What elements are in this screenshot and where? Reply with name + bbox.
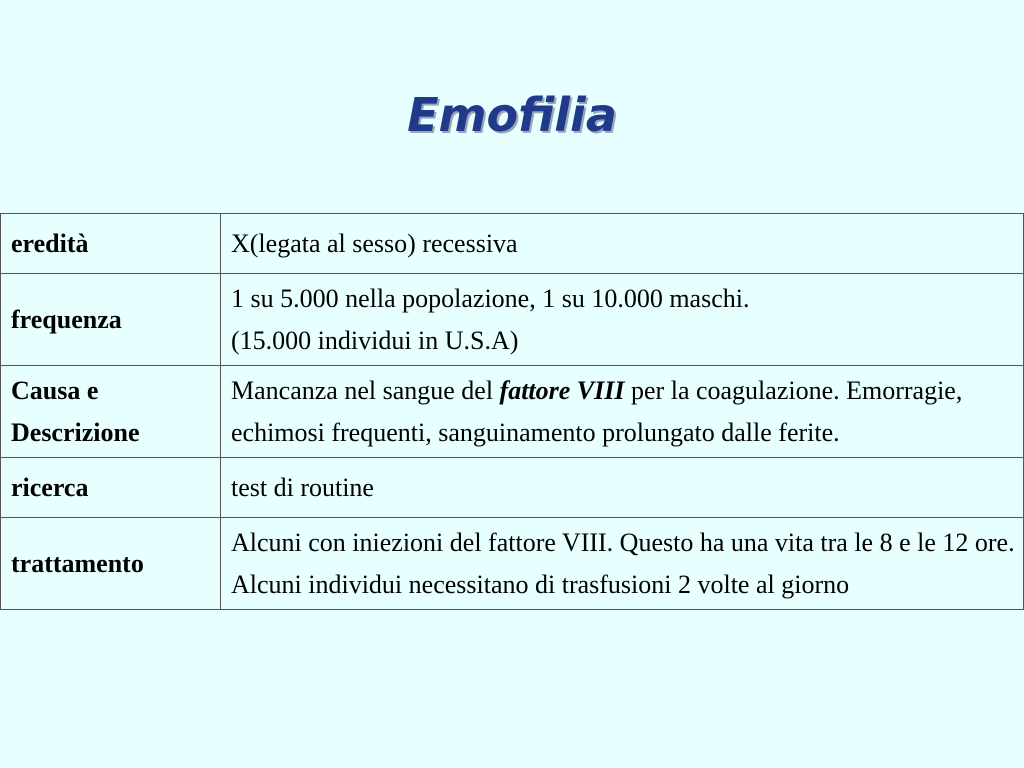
table-row-screening xyxy=(1,458,1024,518)
row-value-treatment: Alcuni con iniezioni del fattore VIII. Questo ha una vita tra le 8 e le 12 ore. Alcuni individui necessitano di trasfusioni 2 volte al giorno xyxy=(221,518,1024,610)
row-value-inheritance: X(legata al sesso) recessiva xyxy=(221,214,1024,274)
row-value-screening: test di routine xyxy=(221,458,1024,518)
row-value-cause xyxy=(221,366,1024,458)
table-row-frequency xyxy=(1,274,1024,366)
hemophilia-info-table xyxy=(0,213,1024,610)
slide-title: Emofilia xyxy=(407,88,617,142)
row-label-treatment: trattamento xyxy=(1,518,221,610)
table-row-cause xyxy=(1,366,1024,458)
row-label-screening: ricerca xyxy=(1,458,221,518)
row-label-cause xyxy=(1,366,221,458)
cause-text-suffix: per la coagulazione. Emorragie, echimosi frequenti, sanguinamento prolungato dalle ferite. xyxy=(231,376,963,447)
table-row-inheritance xyxy=(1,214,1024,274)
row-label-frequency: frequenza xyxy=(1,274,221,366)
frequency-line-2: (15.000 individui in U.S.A) xyxy=(231,326,519,355)
row-label-inheritance: eredità xyxy=(1,214,221,274)
table-row-treatment xyxy=(1,518,1024,610)
cause-text-prefix: Mancanza nel sangue del xyxy=(231,376,500,405)
cause-label-line-2: Descrizione xyxy=(11,417,140,447)
row-value-frequency xyxy=(221,274,1024,366)
cause-label-line-1: Causa e xyxy=(11,375,99,405)
cause-text-emphasis: fattore VIII xyxy=(499,376,625,405)
frequency-line-1: 1 su 5.000 nella popolazione, 1 su 10.000 maschi. xyxy=(231,284,750,313)
